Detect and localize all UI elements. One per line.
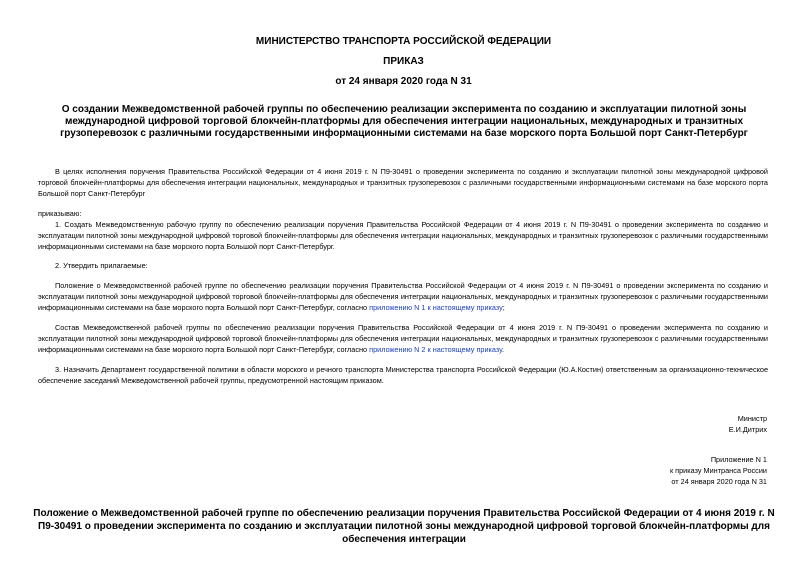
paragraph-regulation-text: Положение о Межведомственной рабочей группе по обеспечению реализации поручения Правительства Российской Федерации от 4 июня 2019 г. N П9-30491 о проведении эксперимента по созданию и эксплуатации пилотной зоны международной цифровой торговой блокчейн-платформы для обеспечения интеграции национальных, международных и транзитных грузоперевозок с различными государственными информационными системами на базе морского порта Большой порт Санкт-Петербург, согласно xyxy=(38,281,768,312)
paragraph-item-1: 1. Создать Межведомственную рабочую группу по обеспечению реализации поручения Правительства Российской Федерации от 4 июня 2019 г. N П9-30491 о проведении эксперимента по созданию и эксплуатации пилотной зоны международной цифровой торговой блокчейн-платформы для обеспечения интеграции национальных, международных и транзитных грузоперевозок с различными государственными информационными системами на базе морского порта Большой порт Санкт-Петербург. xyxy=(38,220,768,251)
paragraph-composition-end: . xyxy=(502,345,505,354)
paragraph-composition-text: Состав Межведомственной рабочей группы по обеспечению реализации поручения Правительства Российской Федерации от 4 июня 2019 г. N П9-30491 о проведении эксперимента по созданию и эксплуатации пилотной зоны международной цифровой торговой блокчейн-платформы для обеспечения интеграции национальных, международных и транзитных грузоперевозок с различными государственными информационными системами на базе морского порта Большой порт Санкт-Петербург, согласно xyxy=(38,323,768,354)
paragraph-order: приказываю: xyxy=(38,209,82,218)
appendix-ref: к приказу Минтранса России xyxy=(669,466,767,475)
paragraph-item-3: 3. Назначить Департамент государственной политики в области морского и речного транспорта Министерства транспорта Российской Федерации (Ю.А.Костин) ответственным за организационно-техническое обеспечение заседаний Межведомственной рабочей группы, предусмотренной настоящим приказом. xyxy=(38,365,768,385)
paragraph-item-2: 2. Утвердить прилагаемые: xyxy=(55,261,148,270)
paragraph-regulation xyxy=(38,280,768,313)
signature-name: Е.И.Дитрих xyxy=(728,425,767,434)
appendix-date: от 24 января 2020 года N 31 xyxy=(671,477,767,486)
appendix-1-link[interactable]: приложению N 1 к настоящему приказу xyxy=(369,303,503,312)
doc-title: О создании Межведомственной рабочей группы по обеспечению реализации эксперимента по созданию и эксплуатации пилотной зоны международной цифровой торговой блокчейн-платформы для обеспечения интеграции национальных, международных и транзитных грузоперевозок с различными государственными информационными системами на базе морского порта Большой порт Санкт-Петербург xyxy=(60,104,748,139)
regulation-title: Положение о Межведомственной рабочей группе по обеспечению реализации поручения Правительства Российской Федерации от 4 июня 2019 г. N П9-30491 о проведении эксперимента по созданию и эксплуатации пилотной зоны международной цифровой торговой блокчейн-платформы для обеспечения интеграции xyxy=(33,508,775,545)
doc-type-heading: ПРИКАЗ xyxy=(383,56,424,67)
signature-position: Министр xyxy=(737,414,767,423)
paragraph-preamble: В целях исполнения поручения Правительства Российской Федерации от 4 июня 2019 г. N П9-30491 о проведении эксперимента по созданию и эксплуатации пилотной зоны международной цифровой торговой блокчейн-платформы для обеспечения интеграции национальных, международных и транзитных грузоперевозок с различными государственными информационными системами на базе морского порта Большой порт Санкт-Петербург xyxy=(38,167,768,198)
ministry-heading: МИНИСТЕРСТВО ТРАНСПОРТА РОССИЙСКОЙ ФЕДЕРАЦИИ xyxy=(255,36,552,47)
appendix-label: Приложение N 1 xyxy=(710,455,767,464)
paragraph-regulation-end: ; xyxy=(502,303,505,312)
appendix-2-link[interactable]: приложению N 2 к настоящему приказу xyxy=(369,345,503,354)
doc-date: от 24 января 2020 года N 31 xyxy=(335,76,472,87)
paragraph-composition xyxy=(38,322,768,355)
